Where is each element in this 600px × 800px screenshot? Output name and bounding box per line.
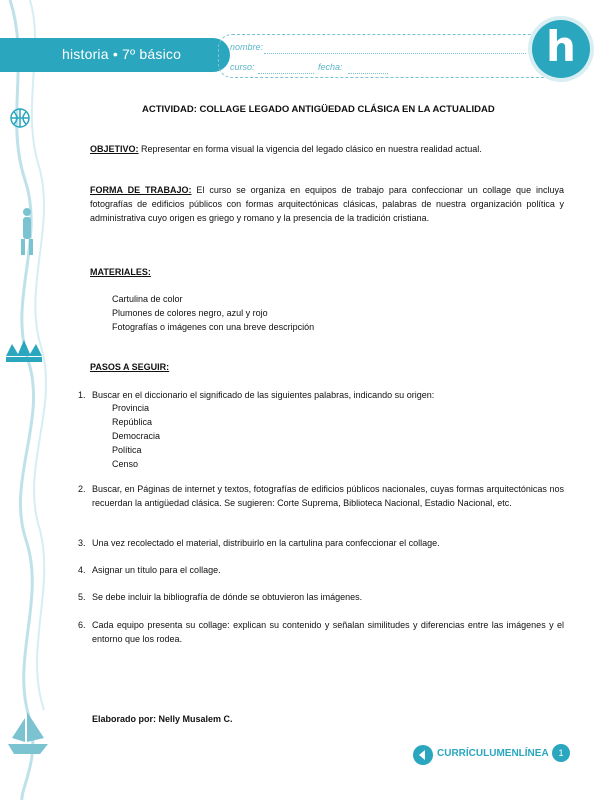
- ship-icon: [8, 712, 48, 754]
- page-number: 1: [552, 744, 570, 762]
- fecha-label: fecha:: [318, 62, 343, 72]
- step-3: Una vez recolectado el material, distribuirlo en la cartulina para confeccionar el collage.: [92, 538, 440, 548]
- nombre-field[interactable]: [264, 53, 526, 54]
- forma-text: El curso se organiza en equipos de trabajo para confeccionar un collage que incluya fotografías de edificios públicos con formas arquitectónicas clásicas, palabras de nuestra organización política y administrativa cuyo origen es griego y romano y la presencia de la tradición cristiana.: [90, 185, 565, 223]
- subject-label: historia • 7º básico: [62, 46, 182, 62]
- student-info-box: [218, 34, 560, 78]
- forma-paragraph: [90, 183, 564, 225]
- word-item: Censo: [112, 459, 139, 469]
- pasos-heading: PASOS A SEGUIR:: [90, 362, 170, 372]
- word-item: República: [112, 417, 153, 427]
- curso-field[interactable]: [258, 73, 314, 74]
- step-5: Se debe incluir la bibliografía de dónde se obtuvieron las imágenes.: [92, 592, 363, 602]
- objetivo-paragraph: [90, 142, 570, 156]
- step-number: 2.: [78, 484, 86, 494]
- word-item: Democracia: [112, 431, 161, 441]
- crown-icon: [6, 340, 42, 362]
- fecha-field[interactable]: [348, 73, 388, 74]
- step-number: 4.: [78, 565, 86, 575]
- objetivo-label: OBJETIVO:: [90, 144, 139, 154]
- curriculum-logo: [412, 744, 549, 771]
- curriculum-brand: CURRÍCULUMENLÍNEA: [437, 748, 549, 759]
- logo-letter: h: [546, 22, 576, 71]
- step-number: 3.: [78, 538, 86, 548]
- author-credit: Elaborado por: Nelly Musalem C.: [92, 714, 233, 724]
- globe-icon: [11, 109, 29, 127]
- step-6: Cada equipo presenta su collage: explican su contenido y señalan similitudes y diferencias entre las imágenes y el entorno que los rodea.: [92, 620, 564, 644]
- nombre-label: nombre:: [230, 42, 264, 52]
- forma-label: FORMA DE TRABAJO:: [90, 185, 192, 195]
- step-1: Buscar en el diccionario el significado de las siguientes palabras, indicando su origen:: [92, 390, 435, 400]
- historia-logo: [532, 20, 590, 78]
- step-number: 5.: [78, 592, 86, 602]
- objetivo-text: Representar en forma visual la vigencia del legado clásico en nuestra realidad actual.: [138, 144, 482, 154]
- step-4: Asignar un título para el collage.: [92, 565, 221, 575]
- materiales-heading: MATERIALES:: [90, 267, 151, 277]
- materiales-item: Cartulina de color: [112, 294, 183, 304]
- curso-label: curso:: [230, 62, 255, 72]
- step-number: 6.: [78, 620, 86, 630]
- materiales-item: Plumones de colores negro, azul y rojo: [112, 308, 268, 318]
- decorative-sidebar: [0, 0, 58, 800]
- word-item: Política: [112, 445, 142, 455]
- word-item: Provincia: [112, 403, 150, 413]
- curriculum-logo-icon: [412, 744, 434, 766]
- page-title: ACTIVIDAD: COLLAGE LEGADO ANTIGÜEDAD CLÁSICA EN LA ACTUALIDAD: [142, 104, 495, 115]
- step-2: Buscar, en Páginas de internet y textos, fotografías de edificios públicos nacionales, cuyas formas arquitectónicas nos recuerdan la antigüedad clásica. Se sugieren: Corte Suprema, Biblioteca Nacional, Estadio Nacional, etc.: [92, 484, 564, 508]
- materiales-item: Fotografías o imágenes con una breve descripción: [112, 322, 315, 332]
- step-number: 1.: [78, 390, 86, 400]
